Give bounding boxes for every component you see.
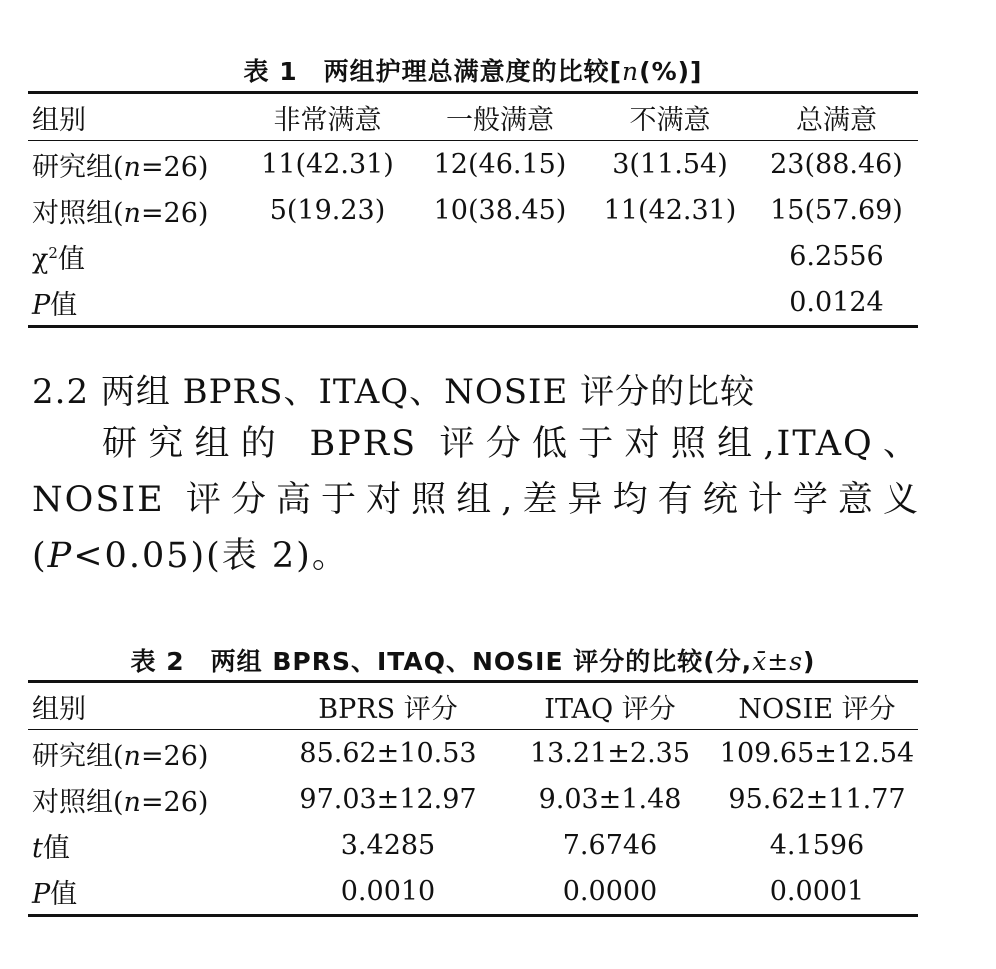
row-label-prefix: 研究组(	[32, 151, 124, 183]
t-value-label	[28, 822, 272, 868]
section-heading: 2.2 两组 BPRS、ITAQ、NOSIE 评分的比较	[32, 372, 756, 412]
row-label-suffix: =26)	[140, 786, 209, 818]
p-value-label	[28, 279, 240, 327]
table1-header-very-satisfied: 非常满意	[240, 93, 415, 141]
table-row	[28, 776, 918, 822]
table2-caption-prefix: 表 2 两组 BPRS、ITAQ、NOSIE 评分的比较(分,	[130, 647, 753, 676]
row-label-prefix: 研究组(	[32, 740, 124, 772]
row-label-prefix: 对照组(	[32, 786, 124, 818]
table-cell: 97.03±12.97	[299, 783, 477, 815]
p-label-italic: P	[32, 289, 51, 321]
table-cell: 11(42.31)	[261, 148, 394, 180]
table-cell: 11(42.31)	[603, 194, 737, 226]
chi-square-value: 6.2556	[789, 240, 884, 272]
p-value: 0.0124	[755, 279, 918, 327]
chi-symbol: χ	[32, 243, 49, 275]
row-label-italic: n	[123, 740, 141, 772]
table-cell: 109.65±12.54	[719, 737, 915, 769]
table2-header-bprs: BPRS 评分	[272, 682, 504, 730]
table-cell: 9.03±1.48	[538, 783, 682, 815]
table2-caption-suffix: )	[803, 647, 816, 676]
table2-header-row	[28, 682, 918, 730]
table1-caption-suffix: (%)]	[639, 57, 703, 86]
table-row	[28, 187, 918, 233]
table1-caption-italic: n	[622, 57, 640, 86]
paragraph-italic-p: P	[47, 536, 74, 576]
p-value: 0.0010	[272, 868, 504, 916]
row-label-italic: n	[123, 786, 141, 818]
table1	[28, 91, 918, 328]
row-label-italic: n	[123, 151, 141, 183]
table2-caption-italic: x̄±s	[752, 647, 804, 676]
table2-row-label	[28, 730, 272, 777]
table-cell: 23(88.46)	[770, 148, 903, 180]
table2-header-nosie: NOSIE 评分	[716, 682, 918, 730]
chi-superscript: 2	[48, 243, 58, 262]
p-label-suffix: 值	[50, 878, 78, 910]
table1-chi-square-row	[28, 233, 918, 279]
table2-p-row	[28, 868, 918, 916]
table-cell: 85.62±10.53	[299, 737, 477, 769]
table1-row-label	[28, 141, 240, 188]
table1-caption-prefix: 表 1 两组护理总满意度的比较[	[243, 57, 623, 86]
p-value: 0.0000	[504, 868, 716, 916]
paragraph-text-part1: 研究组的 BPRS 评分低于对照组,ITAQ、NOSIE 评分高于对照组,差异均有统计学意义(	[32, 424, 920, 576]
chi-label-suffix: 值	[57, 243, 85, 275]
table2-row-label	[28, 776, 272, 822]
table2-t-row	[28, 822, 918, 868]
p-label-suffix: 值	[50, 289, 78, 321]
table-cell: 13.21±2.35	[529, 737, 691, 769]
table1-header-group: 组别	[28, 93, 240, 141]
table-cell: 5(19.23)	[269, 194, 386, 226]
row-label-prefix: 对照组(	[32, 197, 124, 229]
table-cell: 95.62±11.77	[728, 783, 906, 815]
table-cell: 3(11.54)	[612, 148, 728, 180]
table1-p-row	[28, 279, 918, 327]
row-label-italic: n	[123, 197, 141, 229]
row-label-suffix: =26)	[140, 740, 209, 772]
table-cell: 10(38.45)	[433, 194, 567, 226]
p-label-italic: P	[32, 878, 51, 910]
chi-square-label	[28, 233, 240, 279]
table2-header-group: 组别	[28, 682, 272, 730]
t-label-suffix: 值	[42, 832, 70, 864]
table2-caption	[28, 642, 918, 678]
row-label-suffix: =26)	[140, 151, 209, 183]
t-value: 7.6746	[562, 829, 658, 861]
t-label-italic: t	[32, 832, 43, 864]
table-cell: 15(57.69)	[770, 194, 903, 226]
table1-row-label	[28, 187, 240, 233]
table-row	[28, 730, 918, 777]
table-row	[28, 141, 918, 188]
table1-header-dissatisfied: 不满意	[585, 93, 755, 141]
p-value: 0.0001	[716, 868, 918, 916]
p-value-label	[28, 868, 272, 916]
section-paragraph	[32, 416, 920, 584]
table1-caption	[28, 52, 918, 88]
table1-header-total-satisfied: 总满意	[755, 93, 918, 141]
row-label-suffix: =26)	[140, 197, 209, 229]
table1-header-generally-satisfied: 一般满意	[415, 93, 585, 141]
table1-header-row	[28, 93, 918, 141]
t-value: 4.1596	[769, 829, 865, 861]
t-value: 3.4285	[340, 829, 436, 861]
table2-header-itaq: ITAQ 评分	[504, 682, 716, 730]
table-cell: 12(46.15)	[433, 148, 567, 180]
table2	[28, 680, 918, 917]
paragraph-text-part2: <0.05)(表 2)。	[73, 536, 349, 576]
